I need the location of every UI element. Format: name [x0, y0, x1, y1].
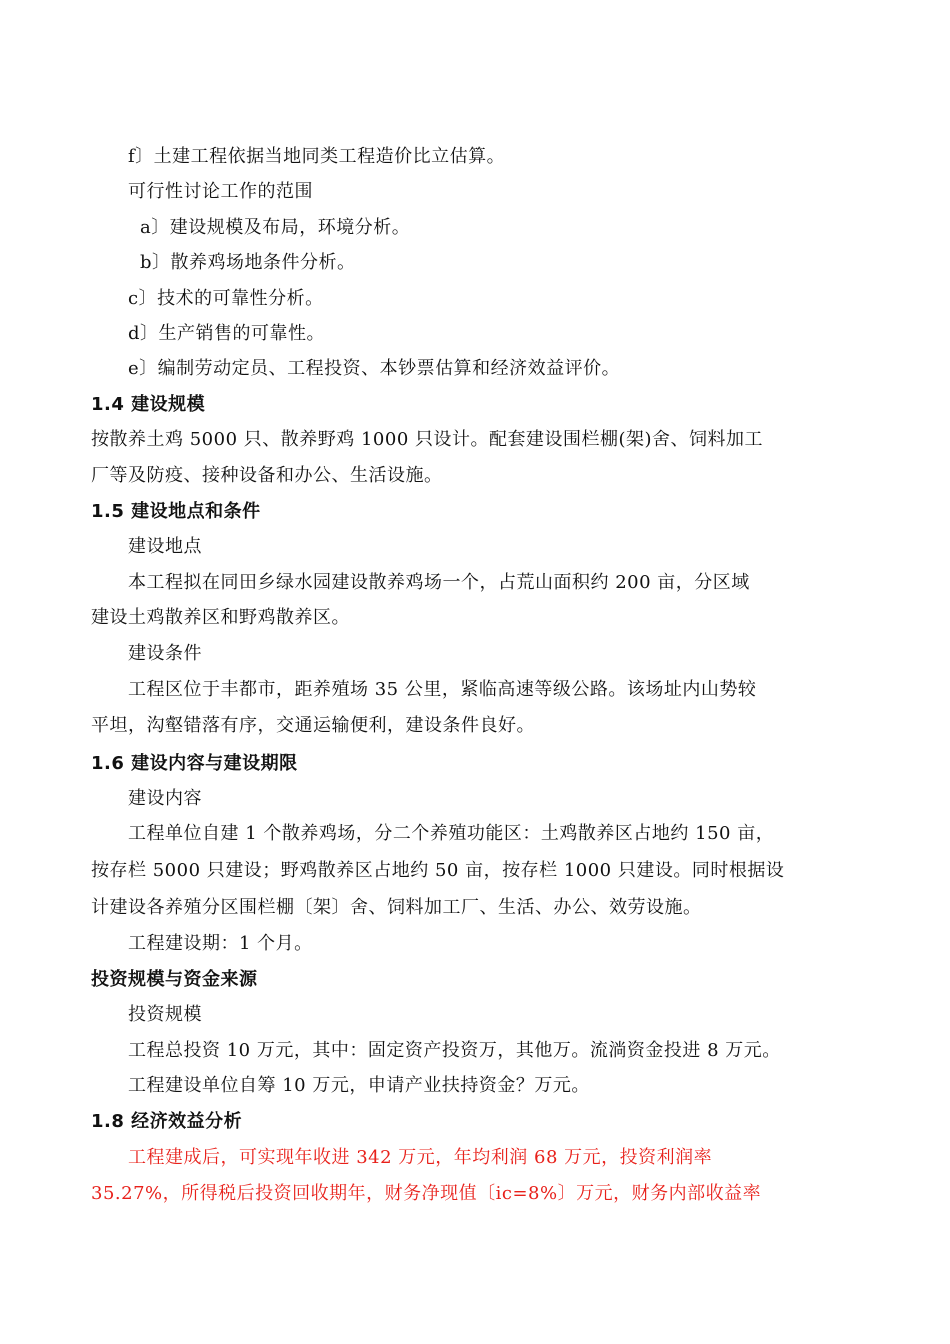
- text-line: 工程单位自建 1 个散养鸡场，分二个养殖功能区：土鸡散养区占地约 150 亩，: [128, 823, 775, 844]
- section-heading: 1.4 建设规模: [91, 394, 206, 415]
- list-item: a〕建设规模及布局，环境分析。: [140, 217, 411, 238]
- subheading: 投资规模: [128, 1004, 202, 1025]
- text-line: 工程区位于丰都市，距养殖场 35 公里，紧临高速等级公路。该场址内山势较: [128, 679, 757, 700]
- text-line: 厂等及防疫、接种设备和办公、生活设施。: [91, 465, 443, 486]
- text-line: 按散养土鸡 5000 只、散养野鸡 1000 只设计。配套建设围栏棚(架)舍、饲料加工: [91, 429, 764, 450]
- list-item: e〕编制劳动定员、工程投资、本钞票估算和经济效益评价。: [128, 358, 621, 379]
- text-line: 本工程拟在同田乡绿水园建设散养鸡场一个，占荒山面积约 200 亩，分区域: [128, 572, 750, 593]
- subheading: 建设内容: [128, 788, 202, 809]
- text-line: 工程建设单位自筹 10 万元，申请产业扶持资金？万元。: [128, 1075, 590, 1096]
- text-line: 建设土鸡散养区和野鸡散养区。: [91, 607, 350, 628]
- list-item: c〕技术的可靠性分析。: [128, 288, 324, 309]
- section-heading: 1.8 经济效益分析: [91, 1111, 243, 1132]
- list-item: b〕散养鸡场地条件分析。: [140, 252, 356, 273]
- text-line: 平坦，沟壑错落有序，交通运输便利，建设条件良好。: [91, 715, 535, 736]
- highlighted-text-line: 35.27%，所得税后投资回收期年，财务净现值〔ic=8%〕万元，财务内部收益率: [91, 1183, 762, 1204]
- section-heading: 投资规模与资金来源: [91, 969, 258, 990]
- subheading: 建设条件: [128, 643, 202, 664]
- section-heading: 1.6 建设内容与建设期限: [91, 753, 298, 774]
- text-line: 按存栏 5000 只建设；野鸡散养区占地约 50 亩，按存栏 1000 只建设。同时根据设: [91, 860, 785, 881]
- highlighted-text-line: 工程建成后，可实现年收进 342 万元，年均利润 68 万元，投资利润率: [128, 1147, 713, 1168]
- subheading: 建设地点: [128, 536, 202, 557]
- text-line: 计建设各养殖分区围栏棚〔架〕舍、饲料加工厂、生活、办公、效劳设施。: [91, 897, 702, 918]
- text-line: 可行性讨论工作的范围: [128, 181, 313, 202]
- text-line: 工程建设期：1 个月。: [128, 933, 313, 954]
- list-item: d〕生产销售的可靠性。: [128, 323, 326, 344]
- section-heading: 1.5 建设地点和条件: [91, 501, 261, 522]
- text-line: 工程总投资 10 万元，其中：固定资产投资万，其他万。流淌资金投进 8 万元。: [128, 1040, 781, 1061]
- text-line: f〕土建工程依据当地同类工程造价比立估算。: [128, 146, 506, 167]
